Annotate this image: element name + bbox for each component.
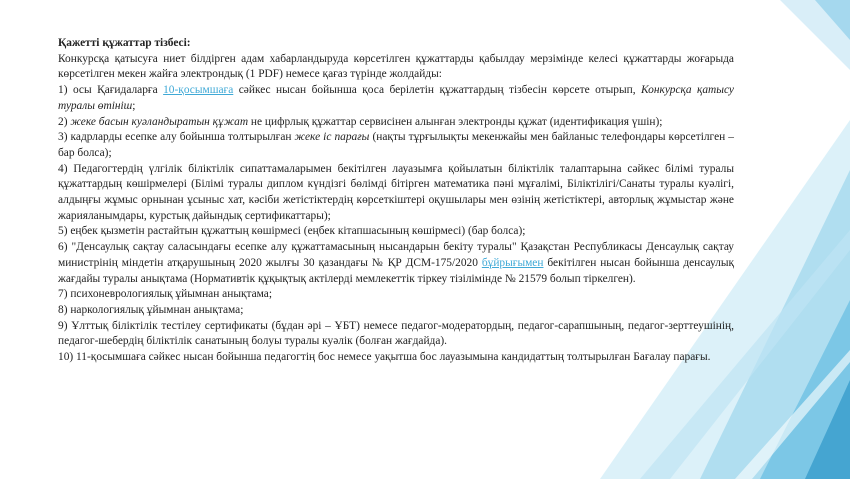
item3-text-b: (нақты тұрғылықты мекенжайы мен байланыс телефондары көрсетілген – бар болса); (58, 131, 734, 159)
item1-italic: Конкурсқа қатысу туралы өтініш (58, 84, 734, 112)
list-item-3 (58, 130, 734, 161)
appendix-10-link[interactable]: 10-қосымшаға (163, 84, 234, 97)
list-item-5: 5) еңбек қызметін растайтын құжаттың көшірмесі (еңбек кітапшасының көшірмесі) (бар болса); (58, 225, 526, 238)
order-link[interactable]: бұйрығымен (481, 256, 544, 269)
list-item-6 (58, 240, 734, 287)
item3-text-a: 3) кадрларды есепке алу бойынша толтырылған (58, 131, 295, 144)
list-item-8: 8) наркологиялық ұйымнан анықтама; (58, 303, 244, 316)
list-item-4: 4) Педагогтердің үлгілік біліктілік сипаттамаларымен бекітілген лауазымға қойылатын біліктілік талаптарына сәйкес білімі туралы құжаттардың көшірмелері (Білімі туралы диплом күндізгі бөлімді бітірген математика пәні мұғалімі, Біліктілігі/Санаты туралы куәлігі, алдыңғы жұмыс орнынан ұсыныс хат, кәсіби жетістіктердің көрсеткіштері оқушылары мен өзінің жетістіктері, авторлық жұмыстар және жарияланымдары, курстық дайындық сертификаттары); (58, 162, 734, 222)
list-item-1 (58, 83, 734, 114)
item6-text-a: 6) "Денсаулық сақтау саласындағы есепке алу құжаттамасының нысандарын бекіту туралы" Қазақстан Республикасы Денсаулық сақтау министрінің міндетін атқарушының 2020 жылғы 30 қазандағы № ҚР ДСМ-175/2020 (58, 241, 734, 269)
item1-text-a: 1) осы Қағидаларға (58, 84, 164, 97)
item6-text-b: бекітілген нысан бойынша денсаулық жағдайы туралы анықтама (Нормативтік құқықтық актілерді мемлекеттік тіркеу тізілімінде № 21579 болып тіркелген). (58, 256, 735, 285)
item2-text-b: не цифрлық құжаттар сервисінен алынған электронды құжат (идентификация үшін); (248, 115, 663, 128)
document-title: Қажетті құжаттар тізбесі: (58, 37, 191, 49)
list-item-7: 7) психоневрологиялық ұйымнан анықтама; (58, 288, 273, 301)
item1-end: ; (132, 99, 136, 112)
item3-italic: жеке іс парағы (294, 131, 370, 144)
item2-text-a: 2) (58, 115, 71, 128)
list-item-2 (58, 115, 734, 131)
document-body (58, 36, 734, 366)
list-item-9: 9) Ұлттық біліктілік тестілеу сертификаты (бұдан әрі – ҰБТ) немесе педагог-модератордың, педагог-сарапшының, педагог-зерттеушінің, педагог-шебердің біліктілік санатының болуы туралы куәлік (болған жағдайда). (58, 319, 734, 348)
intro-paragraph: Конкурсқа қатысуға ниет білдірген адам хабарландыруда көрсетілген құжаттарды қабылдау мерзімінде келесі құжаттарды жоғарыда көрсетілген мекен жайға электрондық (1 PDF) немесе қағаз түрінде жолдайды: (58, 52, 734, 81)
item1-text-b: сәйкес нысан бойынша қоса берілетін құжаттардың тізбесін көрсете отырып, (233, 84, 642, 97)
item2-italic: жеке басын куәландыратын құжат (70, 115, 249, 128)
list-item-10: 10) 11-қосымшаға сәйкес нысан бойынша педагогтің бос немесе уақытша бос лауазымына кандидаттың толтырылған Бағалау парағы. (58, 351, 711, 364)
